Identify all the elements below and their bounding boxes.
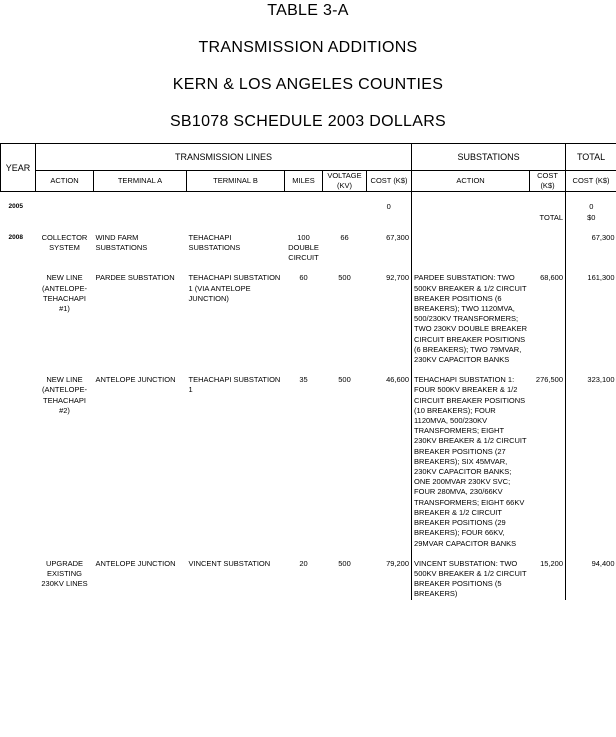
header-voltage: VOLTAGE (KV) bbox=[323, 171, 367, 192]
row-voltage: 500 bbox=[338, 375, 351, 385]
row-sub-cost: 68,600 bbox=[540, 273, 564, 283]
row-terminal-a: ANTELOPE JUNCTION bbox=[95, 558, 176, 568]
row-sub-cost: 15,200 bbox=[540, 558, 564, 568]
row-cost: 67,300 bbox=[386, 232, 410, 242]
header-terminal-a: TERMINAL A bbox=[94, 171, 187, 192]
header-substations: SUBSTATIONS bbox=[412, 144, 566, 171]
transmission-additions-table bbox=[0, 143, 616, 600]
header-action: ACTION bbox=[36, 171, 94, 192]
row-year bbox=[1, 559, 36, 600]
header-sub-cost: COST (K$) bbox=[530, 171, 566, 192]
row-year bbox=[1, 273, 36, 365]
table-subtitle-region: KERN & LOS ANGELES COUNTIES bbox=[172, 76, 444, 93]
row-year: 2005 bbox=[8, 203, 23, 211]
row-voltage: 500 bbox=[338, 273, 351, 283]
row-action: UPGRADE EXISTING 230KV LINES bbox=[41, 558, 88, 589]
row-voltage: 66 bbox=[340, 232, 349, 242]
row-total: 0 bbox=[566, 202, 616, 212]
row-action: NEW LINE (ANTELOPE-TEHACHAPI #1) bbox=[41, 273, 87, 314]
header-total-cost: COST (K$) bbox=[566, 171, 616, 192]
table-row bbox=[1, 233, 616, 264]
row-cost: 79,200 bbox=[386, 558, 410, 568]
row-action: COLLECTOR SYSTEM bbox=[41, 232, 88, 253]
table-number: TABLE 3-A bbox=[267, 2, 349, 19]
row-voltage: 500 bbox=[338, 558, 351, 568]
table-row-2005-total bbox=[1, 213, 616, 223]
header-sub-action: ACTION bbox=[412, 171, 530, 192]
row-cost: 0 bbox=[386, 202, 391, 212]
row-sub-cost bbox=[530, 233, 566, 264]
row-terminal-b: TEHACHAPI SUBSTATION 1 bbox=[188, 375, 281, 395]
row-sub-cost: 276,500 bbox=[535, 375, 564, 385]
row-sub-action: PARDEE SUBSTATION: TWO 500KV BREAKER & 1/2 CIRCUIT BREAKER POSITIONS (6 BREAKERS); TWO 1120MVA, 500/230KV TRANSFORMERS; TWO 230KV DOUBLE BREAKER CIRCUIT BREAKER POSITIONS (6 BREAKERS); TWO 79MVAR, 230KV CAPACITOR BANKS bbox=[412, 273, 530, 365]
header-terminal-b: TERMINAL B bbox=[187, 171, 285, 192]
table-subtitle-schedule: SB1078 SCHEDULE 2003 DOLLARS bbox=[169, 113, 447, 130]
table-row bbox=[1, 375, 616, 548]
header-transmission-lines: TRANSMISSION LINES bbox=[36, 144, 412, 171]
row-action: NEW LINE (ANTELOPE-TEHACHAPI #2) bbox=[41, 375, 87, 415]
header-total: TOTAL bbox=[566, 144, 616, 171]
row-total: 161,300 bbox=[566, 273, 616, 365]
table-row bbox=[1, 273, 616, 365]
table-row bbox=[1, 559, 616, 600]
row-sub-action bbox=[412, 233, 530, 264]
row-miles: 35 bbox=[299, 375, 308, 385]
header-year: YEAR bbox=[1, 144, 36, 192]
row-sub-action: TEHACHAPI SUBSTATION 1: FOUR 500KV BREAKER & 1/2 CIRCUIT BREAKER POSITIONS (10 BREAKERS); FOUR 1120MVA, 500/230KV TRANSFORMERS; EIGHT 230KV BREAKER & 1/2 CIRCUIT BREAKER POSITIONS (27 BREAKERS); SIX 45MVAR, 230KV CAPACITOR BANKS; ONE 200MVAR 230KV SVC; FOUR 280MVA, 230/66KV TRANSFORMERS; EIGHT 66KV BREAKER & 1/2 CIRCUIT BREAKER POSITIONS (29 BREAKERS); FOUR 66KV, 29MVAR CAPACITOR BANKS bbox=[412, 375, 530, 548]
row-miles: 100 DOUBLE CIRCUIT bbox=[288, 232, 319, 263]
row-terminal-a: PARDEE SUBSTATION bbox=[95, 273, 175, 283]
row-cost: 46,600 bbox=[386, 375, 410, 385]
table-row-2005 bbox=[1, 202, 616, 212]
row-terminal-b: TEHACHAPI SUBSTATIONS bbox=[188, 232, 241, 253]
row-terminal-a: WIND FARM SUBSTATIONS bbox=[95, 232, 148, 253]
header-cost: COST (K$) bbox=[367, 171, 412, 192]
row-total: 67,300 bbox=[566, 233, 616, 264]
row-terminal-b: TEHACHAPI SUBSTATION 1 (VIA ANTELOPE JUNCTION) bbox=[188, 273, 281, 303]
row-total: 94,400 bbox=[566, 559, 616, 600]
row-miles: 60 bbox=[299, 273, 308, 283]
row-cost: 92,700 bbox=[386, 273, 410, 283]
row-year bbox=[1, 375, 36, 548]
row-year: 2008 bbox=[8, 233, 23, 241]
row-total-dollars: $0 bbox=[566, 213, 616, 223]
row-terminal-a: ANTELOPE JUNCTION bbox=[95, 375, 176, 385]
header-miles: MILES bbox=[285, 171, 323, 192]
table-title: TRANSMISSION ADDITIONS bbox=[198, 39, 418, 56]
row-total: 323,100 bbox=[566, 375, 616, 548]
row-miles: 20 bbox=[299, 558, 308, 568]
total-label: TOTAL bbox=[539, 212, 564, 222]
row-sub-action: VINCENT SUBSTATION: TWO 500KV BREAKER & 1/2 CIRCUIT BREAKER POSITIONS (5 BREAKERS) bbox=[412, 559, 530, 600]
row-terminal-b: VINCENT SUBSTATION bbox=[188, 558, 271, 568]
